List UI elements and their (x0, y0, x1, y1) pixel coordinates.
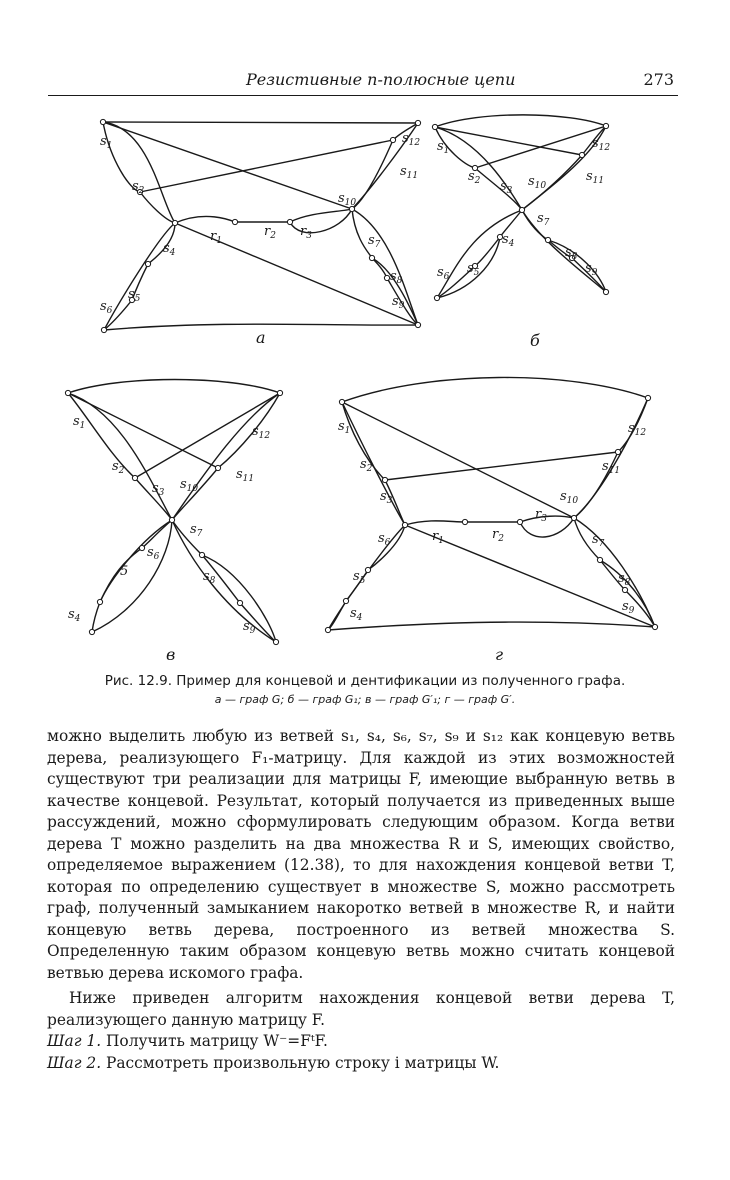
graph-node (232, 219, 237, 224)
graph-node (215, 465, 220, 470)
edge-label: $s_7$ (592, 532, 605, 549)
step-2-text: Рассмотреть произвольную строку i матрицы W. (106, 1053, 500, 1072)
graph-edge (172, 468, 218, 520)
edge-label: $s_{10}$ (528, 174, 547, 191)
edge-label: $s_6$ (437, 265, 450, 282)
figure-v-label: в (166, 645, 176, 664)
graph-edge (328, 622, 655, 630)
edge-label: $s_1$ (338, 419, 351, 436)
graph-node (365, 567, 370, 572)
edge-label: $s_7$ (368, 233, 381, 250)
figure-g-label: г (495, 645, 504, 664)
graph-edge (328, 525, 405, 630)
edge-label: $s_7$ (190, 522, 203, 539)
edge-label: 5 (120, 564, 129, 579)
step-2-label: Шаг 2. (47, 1053, 102, 1072)
graph-edge (175, 216, 235, 223)
graph-edge (574, 452, 621, 518)
graph-node (100, 119, 105, 124)
step-1-label: Шаг 1. (47, 1032, 102, 1050)
graph-node (199, 552, 204, 557)
graph-edge (574, 398, 648, 518)
graph-node (145, 261, 150, 266)
graph-node (172, 220, 177, 225)
graph-node (622, 587, 627, 592)
graph-edge (342, 402, 405, 525)
graph-node (169, 517, 174, 522)
graph-node (603, 289, 608, 294)
edge-label: $s_{10}$ (338, 191, 357, 208)
graph-node (545, 237, 550, 242)
graph-node (237, 600, 242, 605)
graph-edge (437, 210, 522, 298)
graph-edge (352, 140, 393, 209)
graph-edge (103, 122, 175, 223)
edge-label: $s_1$ (100, 134, 113, 151)
graph-node (273, 639, 278, 644)
edge-label: $s_8$ (203, 569, 216, 586)
edge-label: $s_2$ (132, 179, 145, 196)
caption-main: Рис. 12.9. Пример для концевой и дентификации из полученного графа. (104, 673, 626, 689)
graph-node (132, 475, 137, 480)
graph-edge (435, 115, 606, 127)
graph-node (415, 322, 420, 327)
graph-edge (342, 402, 574, 518)
graph-node (65, 390, 70, 395)
graph-node (369, 255, 374, 260)
edge-label: $r_1$ (432, 529, 444, 546)
edge-label: $s_{10}$ (180, 477, 199, 494)
body-text (47, 726, 675, 1074)
step-1-text: Получить матрицу W⁻=FᵗF. (106, 1032, 328, 1050)
edge-label: $s_5$ (467, 261, 480, 278)
edge-label: $s_{11}$ (602, 459, 621, 476)
edge-label: $s_8$ (565, 245, 578, 262)
graph-edge (68, 393, 135, 478)
edge-label: $s_4$ (68, 607, 81, 624)
graph-node (652, 624, 657, 629)
edge-label: $s_9$ (392, 294, 405, 311)
edge-label: $s_{11}$ (586, 169, 605, 186)
edge-label: $s_{12}$ (592, 136, 611, 153)
figure-caption (40, 673, 690, 706)
graph-edge (218, 393, 280, 468)
running-title: Резистивные n-полюсные цепи (246, 70, 516, 89)
graph-edge (140, 192, 175, 223)
graph-edge (520, 516, 574, 522)
edge-label: $r_3$ (535, 507, 547, 524)
edge-label: $s_2$ (112, 459, 125, 476)
graph-node (434, 295, 439, 300)
edge-label: $s_{12}$ (628, 421, 647, 438)
graph-edge (92, 602, 100, 632)
graph-edge (342, 377, 648, 402)
edge-label: $s_6$ (100, 299, 113, 316)
edge-label: $r_1$ (210, 229, 222, 246)
edge-label: $r_3$ (300, 224, 312, 241)
edge-label: $s_9$ (585, 261, 598, 278)
graph-node (89, 629, 94, 634)
edge-label: $s_5$ (128, 287, 141, 304)
page-number: 273 (643, 70, 674, 89)
graph-node (339, 399, 344, 404)
graph-v (65, 380, 282, 665)
edge-label: $s_4$ (163, 241, 176, 258)
edge-label: $s_3$ (500, 179, 513, 196)
graph-node (615, 449, 620, 454)
edge-label: $s_2$ (468, 169, 481, 186)
graph-edge (92, 520, 172, 632)
graph-g (325, 377, 657, 664)
graph-node (139, 545, 144, 550)
edge-label: $s_{11}$ (236, 467, 255, 484)
graph-a (100, 119, 421, 347)
graph-edge (103, 122, 418, 123)
graph-node (343, 598, 348, 603)
graph-node (571, 515, 576, 520)
graph-node (415, 120, 420, 125)
edge-label: $s_9$ (243, 619, 256, 636)
graph-edge (328, 601, 346, 630)
edge-label: $s_5$ (353, 569, 366, 586)
step-2 (47, 1053, 675, 1075)
graph-node (597, 557, 602, 562)
edge-label: $s_{12}$ (252, 424, 271, 441)
paragraph-2: Ниже приведен алгоритм нахождения концевой ветви дерева T, реализующего данную матрицу F. (47, 989, 675, 1029)
graph-node (101, 327, 106, 332)
graph-node (579, 152, 584, 157)
graph-edge (405, 521, 465, 525)
graph-node (603, 123, 608, 128)
edge-label: $s_1$ (73, 414, 86, 431)
edge-label: $s_8$ (390, 269, 403, 286)
graph-node (277, 390, 282, 395)
edge-label: $s_4$ (350, 606, 363, 623)
graph-node (384, 275, 389, 280)
graph-node (519, 207, 524, 212)
graph-edge (172, 520, 276, 642)
graph-node (645, 395, 650, 400)
edge-label: $s_6$ (378, 531, 391, 548)
graph-node (517, 519, 522, 524)
edge-label: $s_7$ (537, 211, 550, 228)
paragraph-1: можно выделить любую из ветвей s₁, s₄, s₆, s₇, s₉ и s₁₂ как концевую ветвь дерева, реализующего F₁-матрицу. Для каждой из этих возможностей существуют три реализации для матрицы F, имеющие выбранную ветвь в качестве концевой. Результат, который получается из приведенных выше рассуждений, можно сформулировать следующим образом. Когда ветви дерева T можно разделить на два множества R и S, имеющих свойство, определяемое выражением (12.38), то для нахождения концевой ветви T, которая по определению существует в множестве S, можно рассмотреть граф, полученный замыканием накоротко ветвей в множестве R, и найти концевую ветвь дерева, построенного из ветвей множества S. Определенную таким образом концевую ветвь можно считать концевой ветвью дерева искомого графа. (47, 727, 675, 982)
edge-label: $r_2$ (264, 224, 276, 241)
graph-node (325, 627, 330, 632)
edge-label: $s_4$ (502, 232, 515, 249)
edge-label: $s_{12}$ (402, 131, 421, 148)
graph-node (402, 522, 407, 527)
edge-label: $r_2$ (492, 527, 504, 544)
graph-b (432, 115, 610, 350)
caption-sub: а — граф G; б — граф G₁; в — граф G′₁; г — граф G′. (214, 693, 516, 706)
edge-label: $s_8$ (618, 571, 631, 588)
figure-b-label: б (530, 331, 540, 350)
step-1 (47, 1031, 675, 1053)
graph-node (382, 477, 387, 482)
edge-label: $s_3$ (380, 489, 393, 506)
edge-label: $s_{10}$ (560, 489, 579, 506)
edge-label: $s_6$ (147, 545, 160, 562)
graph-edge (520, 518, 574, 537)
edge-label: $s_3$ (152, 481, 165, 498)
edge-label: $s_1$ (437, 139, 450, 156)
edge-label: $s_2$ (360, 457, 373, 474)
graph-node (462, 519, 467, 524)
graph-edge (68, 380, 280, 394)
graph-node (287, 219, 292, 224)
graph-edge (385, 452, 621, 480)
edge-label: $s_{11}$ (400, 164, 419, 181)
graph-edge (104, 223, 175, 330)
graph-edge (522, 210, 606, 292)
graph-edge (475, 126, 606, 168)
figure-a-label: а (256, 328, 266, 347)
edge-label: $s_9$ (622, 599, 635, 616)
graph-node (390, 137, 395, 142)
graph-edge (352, 209, 418, 325)
graph-node (432, 124, 437, 129)
graph-node (97, 599, 102, 604)
